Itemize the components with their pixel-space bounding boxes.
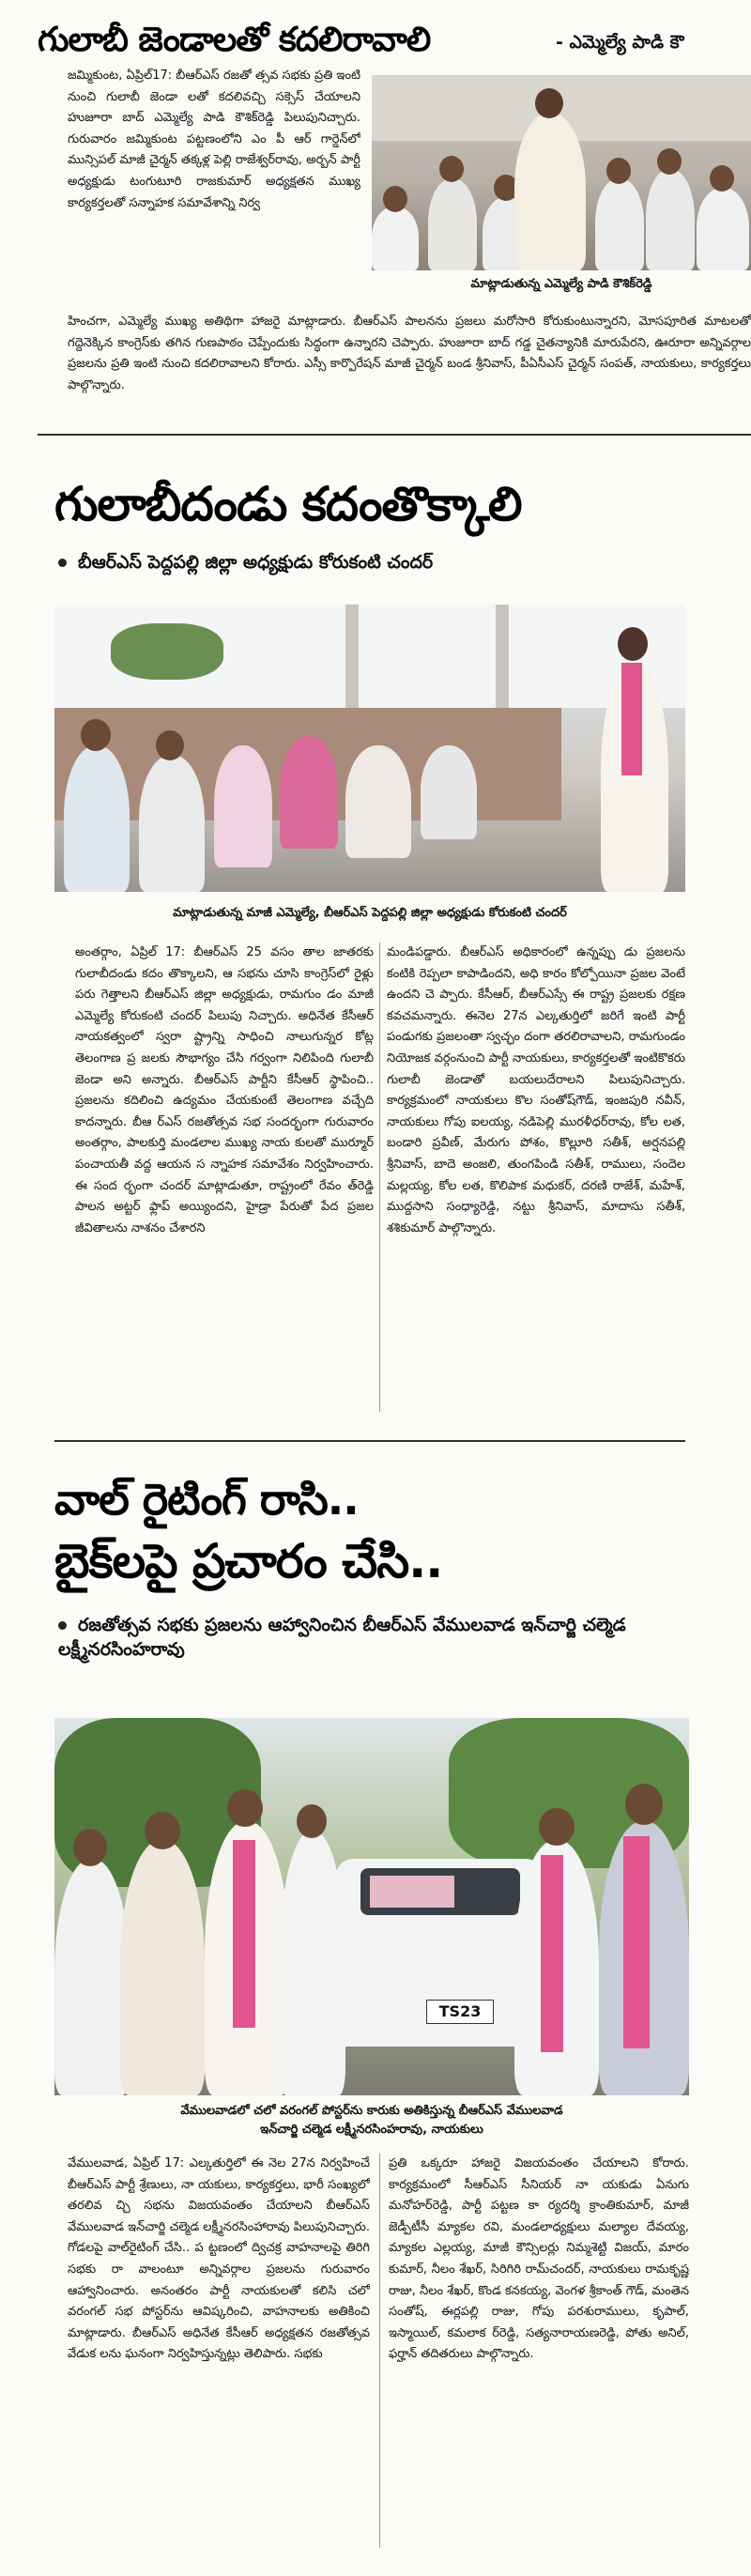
story2-photo — [54, 605, 685, 892]
story2-subhead — [58, 550, 715, 575]
speaker-figure — [514, 113, 586, 270]
story2-headline: గులాబీదండు కదంతొక్కాలి — [54, 477, 522, 531]
story-gulabi-dandu — [0, 441, 751, 1455]
story2-column-divider — [379, 943, 380, 1412]
story-wall-writing — [0, 1455, 751, 2576]
story3-column-divider — [379, 2154, 380, 2548]
story3-photo-caption-line2: ఇన్‌చార్జి చల్మెడ లక్ష్మీనరసింహరావు, నాయకులు — [260, 2123, 483, 2137]
story2-bottom-rule — [54, 1440, 685, 1442]
story1-column-1: జమ్మికుంట, ఏప్రిల్17: బీఆర్‌ఎస్ రజతో త్సవ సభకు ప్రతి ఇంటి నుంచి గులాబీ జెండా లతో కదలివచ్చి సక్సెస్ చేయాలని హుజూరా బాద్ ఎమ్మెల్యే పాడి కౌశిక్‌రెడ్డి పిలుపునిచ్చారు. గురువారం జమ్మికుంట పట్టణంలోని ఎం పీ ఆర్ గార్డెన్‌లో మున్సిపల్ మాజీ చైర్మన్ తక్కళ్ల పెల్లి రాజేశ్వర్‌రావు, అర్బన్ పార్టీ అధ్యక్షుడు టంగుటూరి రాజకుమార్ అధ్యక్షతన ముఖ్య కార్యకర్తలతో సన్నాహక సమావేశాన్ని నిర్వ — [68, 69, 360, 210]
story-gulabi-jendalu — [0, 0, 751, 441]
story1-bottom-rule — [38, 434, 751, 436]
bullet-icon — [58, 559, 67, 567]
story3-headline-line2: బైక్‌లపై ప్రచారం చేసి.. — [54, 1534, 443, 1588]
story3-subhead-text: రజతోత్సవ సభకు ప్రజలను ఆహ్వానించిన బీఆర్‌ఎస్ వేములవాడ ఇన్‌చార్జి చల్మెడ లక్ష్మీనరసింహరావు — [58, 1615, 626, 1660]
story2-column-1: అంతర్గాం, ఏప్రిల్ 17: బీఆర్‌ఎస్ 25 వసం తాల జాతరకు గులాబీదండు కదం తొక్కాలని, ఆ సభను చూసి కాంగ్రెస్‌లో రైళ్లు పరు గెత్తాలని బీఆర్‌ఎస్ జిల్లా అధ్యక్షుడు, రామగుం డం మాజీ ఎమ్మెల్యే కోరుకంటి చందర్ పిలుపు నిచ్చారు. అధినేత కేసీఆర్ నాయకత్వంలో స్వరా ష్ట్రాన్ని సాధించి నాలుగున్నర కోట్ల తెలంగాణ ప్ర జలకు సౌభాగ్యం చేసి గర్వంగా నిలిపింది గులాబీ జెండా అని అన్నారు. బీఆర్‌ఎస్ పార్టీని కేసీఆర్ స్థాపించి.. ప్రజలను కదిలించి ఉద్యమం చేయకుంటే తెలంగాణ వచ్చేది కాదన్నారు. బీఆ ర్‌ఎస్ రజతోత్సవ సభ సందర్భంగా గురువారం అంతర్గాం, పాలకుర్తి మండలాల ముఖ్య నాయ కులతో ముర్మూర్ పంచాయతీ వద్ద ఆయన స న్నాహక సమావేశం నిర్వహించారు. ఈ సంద ర్భంగా చందర్ మాట్లాడుతూ, రాష్ట్రంలో రేవం త్‌రెడ్డి పాలన అట్టర్ ఫ్లాప్ అయ్యిందని, హైడ్రా పేరుతో పేద ప్రజల జీవితాలను నాశనం చేశారని — [75, 945, 374, 1235]
story1-photo-caption: మాట్లాడుతున్న ఎమ్మెల్యే పాడి కౌశిక్‌రెడ్డి — [470, 277, 652, 291]
story3-subhead — [58, 1613, 640, 1662]
story3-column-2: ప్రతి ఒక్కరూ హాజరై విజయవంతం చేయాలని కోరారు. కార్యక్రమంలో సీఆర్‌ఎస్ సీనియర్ నా యకుడు ఏనుగు మనోహర్‌రెడ్డి, పార్టీ పట్టణ కా ర్యదర్శి క్రాంతికుమార్, మాజీ జెడ్పీటీసీ మ్యాకల రవి, మండలాధ్యక్షులు మల్యాల దేవయ్య, మ్యాకల ఎల్లయ్య, మాజీ కౌన్సిలర్లు నిమ్మశెట్టి విజయ్, మారం కుమార్, నీలం శేఖర్, సిరిగిరి రామ్‌చందర్, నాయకులు రామకృష్ణ రాజు, నీలం శేఖర్, కొండ కనకయ్య, వెంగళ శ్రీకాంత్ గౌడ్, మంతెన సంతోష్, ఈర్లపల్లి రాజు, గోపు పరశురాములు, కృపాల్, ఇస్మాయిల్, కమలాక ర్‌రెడ్డి, సత్యనారాయణరెడ్డి, పోతు అనిల్, ఫర్హాన్ తదితరులు పాల్గొన్నారు. — [389, 2156, 689, 2362]
story3-headline-line1: వాల్ రైటింగ్ రాసి.. — [54, 1474, 359, 1525]
story3-photo — [54, 1718, 689, 2095]
story2-column-2: మండిపడ్డారు. బీఆర్‌ఎస్ అధికారంలో ఉన్నప్పు డు ప్రజలను కంటికి రెప్పలా కాపాడిందని, అధి కారం కోల్పోయినా ప్రజల వెంటే ఉందని చె ప్పారు. కేసీఆర్, బీఆర్‌ఎస్సే ఈ రాష్ట్ర ప్రజలకు రక్షణ కవచమన్నారు. ఈనెల 27న ఎల్కతుర్తిలో జరిగే ఇంటి పార్టీ పండుగకు ప్రజలంతా స్వచ్ఛం దంగా తరలిరావాలని, రామగుండం నియోజక వర్గంనుంచి పార్టీ నాయకులు, కార్యకర్తలతో ఇంటికొకరు గులాబీ జెండాతో బయలుదేరాలని పిలుపునిచ్చారు. కార్యక్రమంలో నాయకులు కొల సంతోష్‌గౌడ్, ఇంజపురి నవీన్, నాయకులు గోపు ఐలయ్య, నడిపెల్లి మురళీధర్‌రావు, కోల లత, బండారి ప్రవీణ్, మేరుగు పోశం, కొల్లూరి సతీశ్, అర్షనపల్లి శ్రీనివాస్, బాదె అంజలి, తుంగపిండి సతీశ్, రాములు, సందెల మల్లయ్య, కోల లత, కొలిపాక మధుకర్, దరణి రాజేశ్, మహేశ్, ముద్దసాని సంధ్యారెడ్డి, నట్టు శ్రీనివాస్, మాదాసు సతీశ్, శశికుమార్ పాల్గొన్నారు. — [387, 945, 685, 1235]
car-plate: TS23 — [426, 2000, 494, 2024]
story1-photo — [372, 75, 751, 270]
story3-photo-caption-line1: వేములవాడలో చలో వరంగల్ పోస్టర్‌ను కారుకు అతికిస్తున్న బీఆర్‌ఎస్ వేములవాడ — [180, 2104, 563, 2118]
bullet-icon — [58, 1621, 67, 1630]
story1-full-width-text: హించగా, ఎమ్మెల్యే ముఖ్య అతిథిగా హాజరై మాట్లాడారు. బీఆర్‌ఎస్ పాలనను ప్రజలు మరోసారి కోరుకుంటున్నారని, మోసపూరిత మాటలతో గద్దెనెక్కిన కాంగ్రెస్‌కు తగిన గుణపాఠం చెప్పేందుకు సిద్ధంగా ఉన్నారని చెప్పారు. హుజూరా బాద్ గడ్డ చైతన్యానికి మారుపేరని, ఊరూరా అన్నివర్గాల ప్రజలను ప్రతి ఇంటి నుంచి కదలిరావాలని కోరారు. ఎస్సీ కార్పొరేషన్ మాజీ చైర్మన్ బండ శ్రీనివాస్, పీఏసీఎస్ చైర్మన్ సంపత్, నాయకులు, కార్యకర్తలు పాల్గొన్నారు. — [68, 314, 751, 392]
story2-photo-caption: మాట్లాడుతున్న మాజీ ఎమ్మెల్యే, బీఆర్‌ఎస్ పెద్దపల్లి జిల్లా అధ్యక్షుడు కోరుకంటి చందర్ — [173, 906, 567, 920]
story2-subhead-text: బీఆర్‌ఎస్ పెద్దపల్లి జిల్లా అధ్యక్షుడు కోరుకంటి చందర్ — [78, 552, 434, 573]
story1-headline: గులాబీ జెండాలతో కదలిరావాలి — [38, 21, 431, 59]
story3-column-1: వేములవాడ, ఏప్రిల్ 17: ఎల్కతుర్తిలో ఈ నెల 27న నిర్వహించే బీఆర్‌ఎస్ పార్టీ శ్రేణులు, నా యకులు, కార్యకర్తలు, భారీ సంఖ్యలో తరలివ చ్చి సభను విజయవంతం చేయాలని బీఆర్‌ఎస్ వేములవాడ ఇన్‌చార్జి చల్మెడ లక్ష్మీనరసింహారావు పిలుపునిచ్చారు. గోడలపై వాల్‌రైటింగ్ చేసి.. ప ట్టణంలో ద్విచక్ర వాహనాలపై తిరిగి సభకు రా వాలంటూ అన్నివర్గాల ప్రజలను గురువారం ఆహ్వానించారు. అనంతరం పార్టీ నాయకులతో కలిసి చలో వరంగల్ సభ పోస్టర్‌ను ఆవిష్కరించి, వాహనాలకు అతికించి మాట్లాడారు. బీఆర్‌ఎస్ అధినేత కేసీఆర్ అధ్యక్షతన రజతోత్సవ వేడుక లను ఘనంగా నిర్వహిస్తున్నట్లు తెలిపారు. సభకు — [68, 2156, 370, 2362]
story1-side-note: - ఎమ్మెల్యే పాడి కౌ — [556, 32, 684, 53]
